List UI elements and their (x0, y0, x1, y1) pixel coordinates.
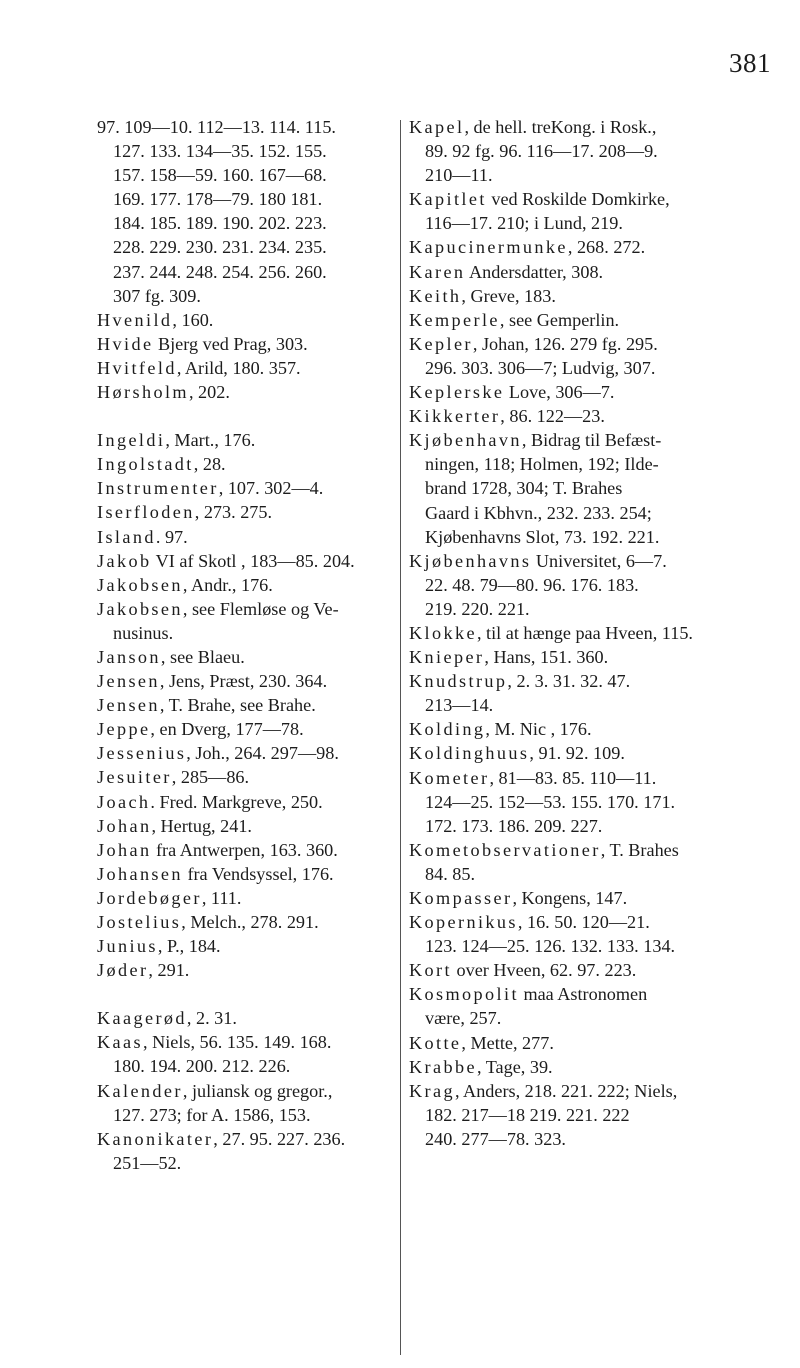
entry-text: , 273. 275. (194, 502, 273, 523)
index-entry (409, 428, 709, 548)
headword: Jøder (97, 960, 149, 981)
entry-line (409, 476, 709, 500)
entry-line (409, 428, 709, 452)
headword: Kapucinermunke (409, 237, 568, 258)
headword: Kompasser (409, 888, 513, 908)
entry-text: , Hertug, 241. (151, 815, 252, 836)
index-entry (97, 814, 393, 838)
entry-line (97, 862, 393, 886)
entry-text: 89. 92 fg. 96. 116—17. 208—9. (425, 141, 658, 162)
index-entry (409, 260, 709, 284)
headword: Hvitfeld (97, 357, 177, 378)
entry-line (97, 284, 393, 308)
entry-text: , Mart., 176. (165, 430, 256, 451)
entry-line (97, 597, 393, 621)
index-entry (97, 597, 393, 645)
headword: Jeppe (97, 719, 151, 740)
entry-line (97, 476, 393, 500)
entry-line (97, 332, 393, 356)
entry-text: nusinus. (113, 622, 174, 643)
entry-line (409, 284, 709, 308)
entry-text: 237. 244. 248. 254. 256. 260. (113, 261, 327, 282)
entry-text: , 2. 3. 31. 32. 47. (507, 671, 631, 692)
headword: Joach (97, 791, 151, 812)
headword: Kepler (409, 333, 473, 354)
entry-text: , Greve, 183. (461, 285, 556, 306)
entry-text: , Kongens, 147. (512, 888, 628, 908)
entry-line (409, 790, 709, 814)
entry-text: 97. 109—10. 112—13. 114. 115. (97, 117, 336, 137)
entry-line (97, 428, 393, 452)
entry-text: 22. 48. 79—80. 96. 176. 183. (425, 574, 639, 595)
entry-text: 116—17. 210; i Lund, 219. (425, 213, 623, 234)
headword: Janson (97, 646, 161, 667)
index-entry (97, 549, 393, 573)
entry-line (97, 260, 393, 284)
entry-text: , 285—86. (171, 767, 250, 788)
headword: Kemperle (409, 309, 500, 330)
entry-text: , Jens, Præst, 230. 364. (159, 671, 328, 692)
index-entry (97, 717, 393, 741)
headword: Jostelius (97, 912, 182, 932)
entry-text: VI af Skotl , 183—85. 204. (151, 550, 355, 571)
headword: Iserfloden (97, 502, 195, 523)
headword: Kaagerød (97, 1008, 187, 1029)
headword: Knieper (409, 647, 485, 668)
entry-line (409, 260, 709, 284)
headword: Kanonikater (97, 1128, 214, 1149)
column-right (409, 115, 709, 1151)
entry-line (97, 356, 393, 380)
index-entry (409, 838, 709, 886)
entry-line (409, 862, 709, 886)
entry-text: , 28. (193, 454, 226, 475)
index-entry (409, 404, 709, 428)
entry-text: , see Gemperlin. (499, 309, 620, 330)
headword: Hvide (97, 333, 154, 354)
entry-text: . Fred. Markgreve, 250. (150, 791, 323, 812)
entry-text: Andersdatter, 308. (465, 261, 604, 282)
index-entry (409, 1031, 709, 1055)
index-entry (409, 549, 709, 621)
entry-text: fra Vendsyssel, 176. (182, 863, 334, 884)
entry-line (409, 115, 709, 139)
entry-text: Gaard i Kbhvn., 232. 233. 254; (425, 502, 652, 523)
entry-line (97, 525, 393, 549)
headword: Kort (409, 960, 452, 981)
index-entry (97, 308, 393, 332)
entry-line (97, 1006, 393, 1030)
entry-text: , 81—83. 85. 110—11. (489, 767, 657, 788)
index-entry (97, 452, 393, 476)
entry-text: , 86. 122—23. (500, 406, 605, 427)
entry-text: , Melch., 278. 291. (181, 912, 319, 932)
index-entry (409, 308, 709, 332)
index-entry (97, 500, 393, 524)
index-entry (97, 838, 393, 862)
entry-text: maa Astronomen (518, 984, 648, 1005)
entry-line (409, 163, 709, 187)
index-entry (97, 476, 393, 500)
entry-text: , juliansk og gregor., (182, 1080, 333, 1101)
entry-line (409, 645, 709, 669)
entry-text: , P., 184. (157, 936, 221, 957)
headword: Kotte (409, 1032, 462, 1053)
entry-line (409, 1031, 709, 1055)
entry-line (409, 356, 709, 380)
entry-text: , 2. 31. (186, 1008, 237, 1029)
entry-line (409, 1006, 709, 1030)
entry-text: , 16. 50. 120—21. (517, 912, 650, 933)
entry-text: , Johan, 126. 279 fg. 295. (472, 333, 658, 354)
entry-line (97, 500, 393, 524)
entry-text: , 160. (172, 309, 214, 330)
headword: Jesuiter (97, 767, 172, 788)
entry-text: Bjerg ved Prag, 303. (153, 333, 308, 354)
headword: Ingolstadt (97, 454, 194, 475)
index-entry (409, 284, 709, 308)
entry-text: 213—14. (425, 695, 494, 716)
headword: Karen (409, 261, 466, 282)
entry-line (97, 717, 393, 741)
headword: Hvenild (97, 309, 173, 330)
headword: Klokke (409, 622, 477, 643)
entry-line (409, 452, 709, 476)
entry-text: , T. Brahes (600, 839, 679, 860)
entry-line (409, 693, 709, 717)
headword: Kometobservationer (409, 839, 601, 860)
entry-text: ved Roskilde Domkirke, (486, 189, 670, 210)
entry-text: 228. 229. 230. 231. 234. 235. (113, 237, 327, 258)
entry-text: , M. Nic , 176. (485, 719, 592, 740)
headword: Johansen (97, 863, 183, 884)
entry-line (409, 1055, 709, 1079)
entry-line (97, 814, 393, 838)
entry-line (409, 597, 709, 621)
entry-text: 127. 273; for A. 1586, 153. (113, 1104, 311, 1125)
headword: Kjøbenhavns (409, 550, 532, 571)
entry-text: 182. 217—18 219. 221. 222 (425, 1104, 630, 1125)
entry-text: , Andr., 176. (182, 574, 273, 595)
headword: Jensen (97, 671, 160, 692)
entry-text: , Niels, 56. 135. 149. 168. (142, 1032, 332, 1053)
entry-line (409, 838, 709, 862)
entry-line (97, 886, 393, 910)
entry-line (409, 404, 709, 428)
entry-line (97, 765, 393, 789)
entry-line (409, 717, 709, 741)
entry-line (409, 549, 709, 573)
index-entry (409, 741, 709, 765)
index-entry (97, 1006, 393, 1030)
index-entry (97, 886, 393, 910)
entry-line (97, 910, 393, 934)
headword: Jessenius (97, 743, 187, 764)
entry-text: Kjøbenhavns Slot, 73. 192. 221. (425, 526, 660, 547)
index-entry (97, 332, 393, 356)
headword: Koldinghuus (409, 743, 530, 764)
entry-text: , 291. (148, 960, 190, 981)
entry-text: , til at hænge paa Hveen, 115. (476, 622, 693, 643)
index-entry (97, 645, 393, 669)
headword: Kapitlet (409, 189, 487, 210)
entry-line (409, 235, 709, 259)
index-entry (97, 765, 393, 789)
headword: Kjøbenhavn (409, 430, 522, 451)
column-left (97, 115, 393, 1175)
entry-text: 296. 303. 306—7; Ludvig, 307. (425, 357, 656, 378)
headword: Kolding (409, 719, 486, 740)
entry-line (97, 741, 393, 765)
entry-line (97, 1127, 393, 1151)
index-entry (97, 790, 393, 814)
entry-line (409, 982, 709, 1006)
entry-text: Love, 306—7. (504, 382, 615, 403)
index-entry (97, 934, 393, 958)
index-entry (97, 525, 393, 549)
index-entry (409, 645, 709, 669)
entry-line (97, 115, 393, 139)
index-entry (409, 187, 709, 235)
index-entry (409, 380, 709, 404)
entry-line (97, 139, 393, 163)
entry-text: 251—52. (113, 1152, 182, 1173)
entry-line (409, 934, 709, 958)
entry-line (97, 621, 393, 645)
entry-text: 210—11. (425, 165, 493, 186)
entry-line (409, 211, 709, 235)
entry-line (409, 814, 709, 838)
headword: Jakobsen (97, 598, 183, 619)
entry-line (97, 645, 393, 669)
entry-text: ningen, 118; Holmen, 192; Ilde- (425, 454, 659, 475)
index-entry (409, 717, 709, 741)
entry-line (409, 1127, 709, 1151)
entry-line (409, 139, 709, 163)
entry-text: , 268. 272. (567, 237, 646, 258)
entry-text: 307 fg. 309. (113, 285, 201, 306)
headword: Hørsholm (97, 382, 189, 403)
entry-text: , Tage, 39. (476, 1056, 553, 1077)
index-entry (97, 380, 393, 404)
index-entry (409, 115, 709, 187)
entry-text: , 107. 302—4. (218, 478, 324, 499)
entry-text: , T. Brahe, see Brahe. (159, 695, 316, 716)
index-entry (409, 886, 709, 910)
index-entry (97, 669, 393, 693)
entry-line (409, 910, 709, 934)
entry-line (409, 766, 709, 790)
entry-text: , 111. (201, 887, 242, 908)
headword: Kopernikus (409, 912, 518, 933)
entry-line (409, 669, 709, 693)
headword: Kikkerter (409, 406, 501, 427)
index-entry (97, 115, 393, 308)
entry-line (97, 211, 393, 235)
index-entry (97, 1079, 393, 1127)
entry-text: 184. 185. 189. 190. 202. 223. (113, 213, 327, 234)
entry-line (97, 958, 393, 982)
entry-line (409, 308, 709, 332)
entry-text: , see Flemløse og Ve- (182, 598, 339, 619)
entry-line (409, 187, 709, 211)
entry-text: , Arild, 180. 357. (176, 357, 301, 378)
entry-line (97, 790, 393, 814)
entry-text: , 202. (188, 382, 230, 403)
entry-text: , see Blaeu. (160, 646, 245, 667)
column-divider (400, 120, 401, 1355)
headword: Knudstrup (409, 671, 508, 692)
index-entry (409, 1055, 709, 1079)
entry-line (409, 621, 709, 645)
entry-text: fra Antwerpen, 163. 360. (151, 839, 338, 860)
entry-line (97, 235, 393, 259)
entry-text: , 27. 95. 227. 236. (213, 1128, 346, 1149)
headword: Kapel (409, 117, 465, 137)
entry-line (97, 1103, 393, 1127)
index-entry (97, 573, 393, 597)
headword: Krag (409, 1080, 455, 1101)
page-number: 381 (729, 48, 771, 78)
entry-text: 169. 177. 178—79. 180 181. (113, 189, 323, 210)
entry-text: 180. 194. 200. 212. 226. (113, 1056, 291, 1077)
entry-line (97, 1030, 393, 1054)
entry-text: , Joh., 264. 297—98. (186, 743, 339, 764)
entry-line (97, 1079, 393, 1103)
entry-text: 123. 124—25. 126. 132. 133. 134. (425, 936, 676, 957)
entry-line (97, 1151, 393, 1175)
entry-text: 84. 85. (425, 863, 476, 884)
headword: Kosmopolit (409, 984, 519, 1005)
entry-line (97, 669, 393, 693)
entry-line (409, 525, 709, 549)
headword: Jensen (97, 695, 160, 716)
entry-line (97, 308, 393, 332)
index-entry (409, 669, 709, 717)
index-entry (97, 910, 393, 934)
entry-line (409, 958, 709, 982)
index-entry (97, 958, 393, 982)
index-entry (97, 428, 393, 452)
index-entry (409, 1079, 709, 1151)
headword: Jordebøger (97, 887, 202, 908)
entry-text: være, 257. (425, 1008, 502, 1029)
headword: Island (97, 526, 156, 547)
headword: Kaas (97, 1032, 143, 1053)
entry-line (409, 501, 709, 525)
entry-line (409, 1079, 709, 1103)
entry-line (409, 573, 709, 597)
headword: Keith (409, 285, 462, 306)
entry-line (409, 1103, 709, 1127)
headword: Ingeldi (97, 430, 166, 451)
entry-text: 124—25. 152—53. 155. 170. 171. (425, 791, 676, 812)
index-entry (409, 910, 709, 958)
entry-line (97, 380, 393, 404)
entry-text: , Mette, 277. (461, 1032, 554, 1053)
headword: Instrumenter (97, 478, 219, 499)
headword: Kalender (97, 1080, 183, 1101)
entry-text: 127. 133. 134—35. 152. 155. (113, 141, 327, 162)
entry-text: 157. 158—59. 160. 167—68. (113, 165, 327, 186)
entry-line (97, 838, 393, 862)
headword: Jakobsen (97, 574, 183, 595)
headword: Keplerske (409, 382, 505, 403)
index-entry (97, 1030, 393, 1078)
entry-text: . 97. (155, 526, 188, 547)
headword: Junius (97, 936, 158, 957)
headword: Kometer (409, 767, 490, 788)
entry-text: , en Dverg, 177—78. (150, 719, 304, 740)
index-entry (409, 766, 709, 838)
headword: Johan (97, 839, 152, 860)
entry-line (97, 693, 393, 717)
entry-line (409, 741, 709, 765)
entry-line (409, 332, 709, 356)
entry-line (97, 1054, 393, 1078)
entry-text: Universitet, 6—7. (531, 550, 667, 571)
index-entry (409, 958, 709, 982)
entry-line (97, 163, 393, 187)
index-entry (409, 621, 709, 645)
index-entry (97, 356, 393, 380)
headword: Krabbe (409, 1056, 477, 1077)
entry-text: , de hell. treKong. i Rosk., (464, 117, 657, 137)
entry-text: 172. 173. 186. 209. 227. (425, 815, 603, 836)
entry-text: 240. 277—78. 323. (425, 1128, 566, 1149)
headword: Jakob (97, 550, 152, 571)
index-entry (97, 862, 393, 886)
entry-text: , Bidrag til Befæst- (521, 430, 662, 451)
entry-text: , Hans, 151. 360. (484, 647, 609, 668)
entry-line (97, 187, 393, 211)
entry-text: , 91. 92. 109. (529, 743, 625, 764)
entry-text: , Anders, 218. 221. 222; Niels, (454, 1080, 678, 1101)
index-entry (97, 693, 393, 717)
entry-line (97, 934, 393, 958)
entry-line (409, 380, 709, 404)
entry-line (97, 452, 393, 476)
index-entry (97, 741, 393, 765)
entry-line (97, 573, 393, 597)
index-entry (409, 982, 709, 1030)
index-entry (97, 1127, 393, 1175)
entry-text: over Hveen, 62. 97. 223. (451, 960, 637, 981)
index-entry (409, 235, 709, 259)
entry-line (97, 549, 393, 573)
entry-text: 219. 220. 221. (425, 598, 530, 619)
headword: Johan (97, 815, 152, 836)
entry-line (409, 886, 709, 910)
index-entry (409, 332, 709, 380)
entry-text: brand 1728, 304; T. Brahes (425, 478, 623, 499)
